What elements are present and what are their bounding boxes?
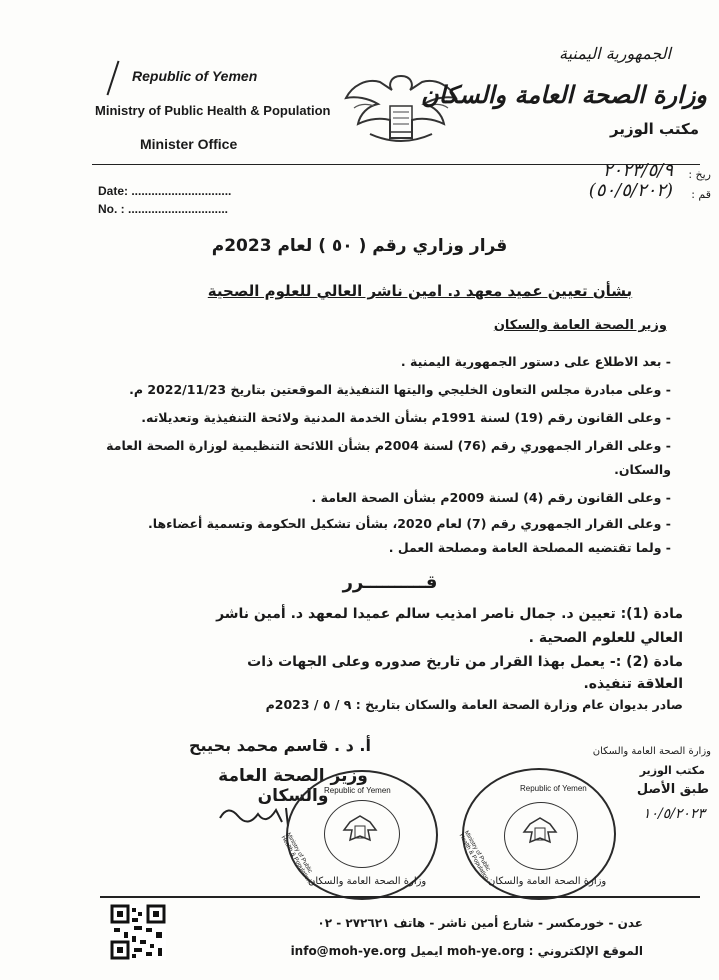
footer-contact: الموقع الإلكتروني : moh-ye.org ايميل info@moh-ye.org [290, 944, 643, 958]
clause-item: - وعلى القانون رقم (19) لسنة 1991م بشأن الخدمة المدنية ولائحة التنفيذية وتعديلاته. [141, 410, 671, 425]
seal-left-ar: وزارة الصحة العامة والسكان [308, 876, 427, 887]
signatory-name: أ. د . قاسم محمد بحيبح [188, 736, 371, 755]
article-2-line-1: مادة (2) :- يعمل بهذا القرار من تاريخ صدوره وعلى الجهات ذات [247, 654, 683, 670]
clause-item: - وعلى مبادرة مجلس التعاون الخليجي واليتها التنفيذية الموقعتين بتاريخ 2022/11/23 م. [129, 382, 671, 397]
footer-address: عدن - خورمكسر - شارع أمين ناشر - هاتف ٢٧٢٦٢١ - ٠٢ [317, 916, 643, 930]
ar-date-label: ريخ : [688, 168, 711, 181]
clause-item: - وعلى القرار الجمهوري رقم (76) لسنة 2004م بشأن اللائحة التنظيمية لوزارة الصحة العامة [106, 438, 671, 453]
ar-no-value: (٥٠/٥/٢٠٢) [588, 180, 673, 201]
qr-code-icon [110, 904, 166, 960]
clause-item: - وعلى القانون رقم (4) لسنة 2009م بشأن الصحة العامة . [311, 490, 671, 505]
clauses-list [31, 350, 671, 560]
clause-item: - ولما تقتضيه المصلحة العامة ومصلحة العمل . [388, 540, 671, 555]
copy-stamp-true-copy: طبق الأصل [636, 782, 709, 797]
clause-item: - وعلى القرار الجمهوري رقم (7) لعام 2020، بشأن تشكيل الحكومة وتسمية أعضاءها. [148, 516, 671, 531]
copy-stamp-office: مكتب الوزير [639, 764, 705, 777]
footer-divider [100, 896, 700, 898]
ar-ministry: وزارة الصحة العامة والسكان [421, 80, 707, 109]
article-1-line-1: مادة (1): تعيين د. جمال ناصر امذيب سالم عميدا لمعهد د. أمين ناشر [216, 606, 683, 622]
article-1-line-2: العالي للعلوم الصحية . [528, 630, 683, 646]
seal-right-country: Republic of Yemen [520, 784, 587, 793]
signatory-title: وزير الصحة العامة والسكان [218, 766, 368, 806]
en-header-slash [106, 61, 119, 96]
seal-emblem-icon [340, 812, 380, 852]
decides-heading: قــــــــــرر [342, 572, 438, 593]
en-no-line: No. : .............................. [98, 202, 229, 216]
decree-title: قرار وزاري رقم ( ٥٠ ) لعام 2023م [211, 236, 508, 256]
ar-no-label: قم : [691, 188, 711, 201]
seal-right-ministry: Ministry of Public Health & Population [457, 830, 491, 882]
seal-left-country: Republic of Yemen [324, 786, 391, 795]
seal-left-ministry: Ministry of Public Health & Population [279, 832, 313, 884]
copy-stamp-ministry: وزارة الصحة العامة والسكان [592, 746, 711, 757]
en-date-line: Date: .............................. [98, 184, 232, 198]
seal-emblem-icon [520, 814, 560, 854]
ar-country: الجمهورية اليمنية [558, 44, 671, 63]
en-office: Minister Office [140, 136, 238, 152]
en-country: Republic of Yemen [132, 68, 258, 84]
ministry-seal-right [457, 768, 616, 900]
article-2-line-2: العلاقة تنفيذه. [583, 676, 683, 692]
clause-item: والسكان. [614, 462, 671, 477]
ar-office: مكتب الوزير [609, 120, 699, 138]
copy-stamp-date: ١٠/٥/٢٠٢٣ [642, 806, 705, 822]
seal-right-ar: وزارة الصحة العامة والسكان [488, 876, 607, 887]
decree-issuer: وزير الصحة العامة والسكان [493, 318, 667, 333]
en-ministry: Ministry of Public Health & Population [95, 103, 331, 118]
ar-date-value: ٢٠٢٣/٥/٩ [602, 160, 673, 181]
decree-subject: بشأن تعيين عميد معهد د. امين ناشر العالي للعلوم الصحية [207, 282, 633, 300]
issued-line: صادر بديوان عام وزارة الصحة العامة والسكان بتاريخ : ٩ / ٥ / 2023م [265, 697, 683, 712]
clause-item: - بعد الاطلاع على دستور الجمهورية اليمنية . [400, 354, 671, 369]
